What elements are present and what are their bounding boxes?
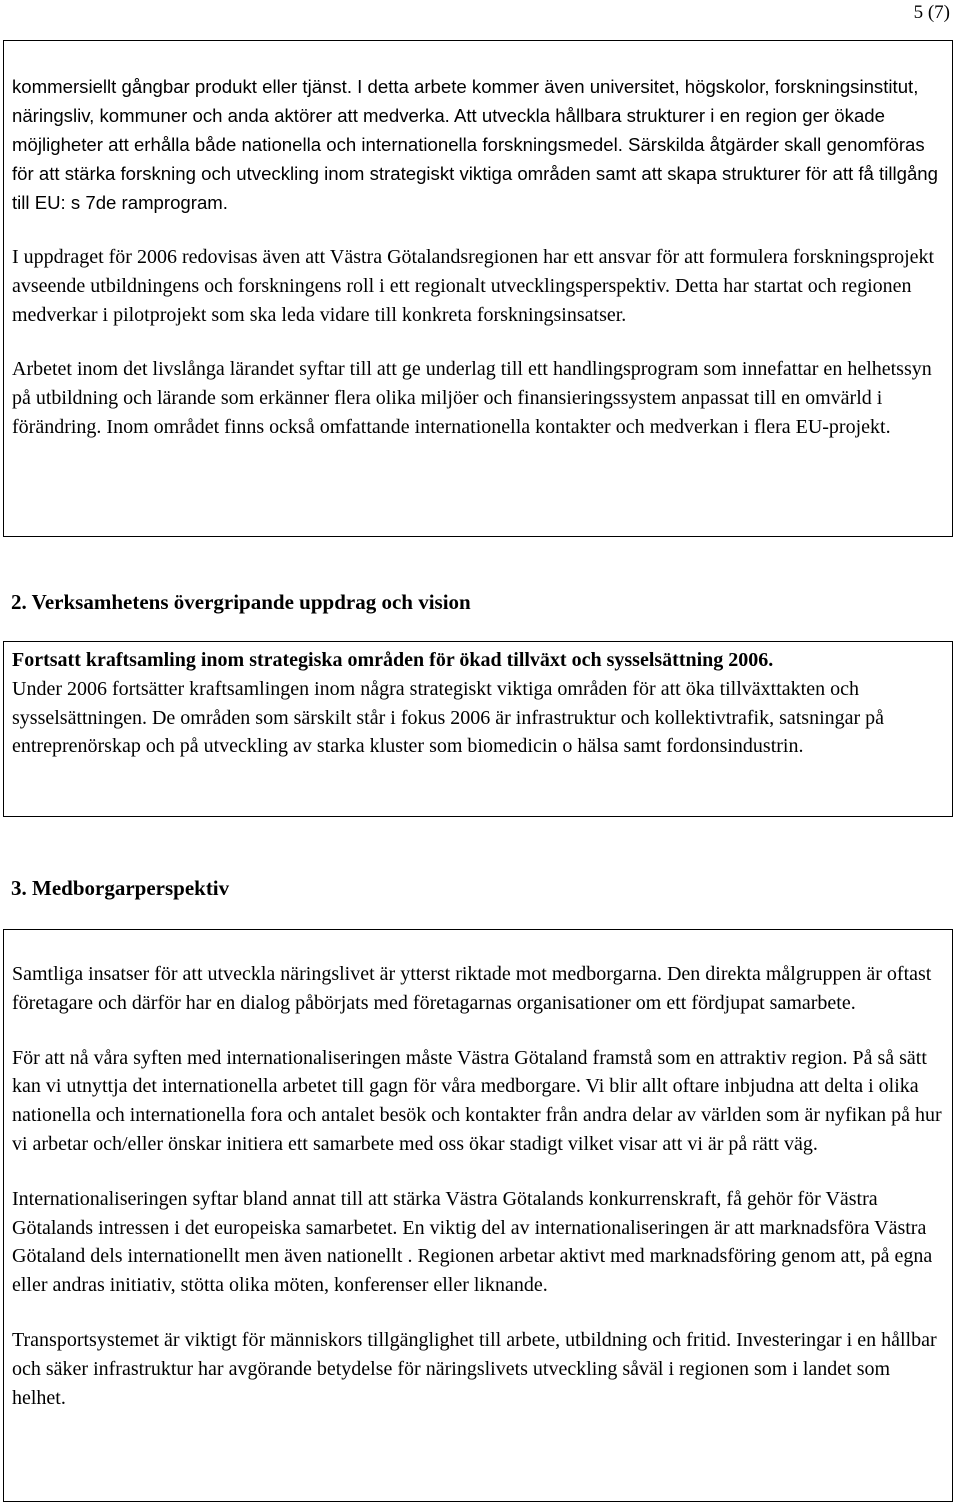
text-box-mission [3, 641, 953, 817]
paragraph-lifelong-learning: Arbetet inom det livslånga lärandet syftar till att ge underlag till ett handlingsprogram som innefattar en helhetssyn på utbildning och lärande som erkänner flera olika miljöer och finansieringssystem anpassat till en omvärld i förändring. Inom området finns också omfattande internationella kontakter och medverkan i flera EU-projekt. [12, 358, 932, 438]
paragraph-kraftsamling: Under 2006 fortsätter kraftsamlingen inom några strategiskt viktiga områden för att öka tillväxttakten och sysselsättningen. De områden som särskilt står i fokus 2006 är infrastruktur och kollektivtrafik, satsningar på entreprenörskap och på utveckling av starka kluster som biomedicin o hälsa samt fordonsindustrin. [12, 677, 885, 758]
section-heading-2: 2. Verksamhetens övergripande uppdrag och vision [11, 590, 471, 614]
text-box-research [3, 40, 953, 537]
paragraph-internationalisation-goals: För att nå våra syften med internationaliseringen måste Västra Götaland framstå som en attraktiv region. På så sätt kan vi utnyttja det internationella arbetet till gagn för våra medborgare. Vi blir allt oftare inbjudna att delta i olika nationella och internationella fora och antalet besök och kontakter från andra delar av världen som är nyfikan på hur vi arbetar och/eller önskar initiera ett samarbete med oss ökar stadigt vilket visar att vi är på rätt väg. [12, 1046, 942, 1155]
page-number: 5 (7) [913, 2, 950, 23]
paragraph-assignment-2006: I uppdraget för 2006 redovisas även att Västra Götalandsregionen har ett ansvar för att formulera forskningsprojekt avseende utbildningens och forskningens roll i ett regionalt utvecklingsperspektiv. Detta har startat och regionen medverkar i pilotprojekt som ska leda vidare till konkreta forskningsinsatser. [12, 246, 935, 326]
text-box-citizen [3, 929, 953, 1502]
paragraph-citizens: Samtliga insatser för att utveckla näringslivet är ytterst riktade mot medborgarna. Den direkta målgruppen är oftast företagare och därför har en dialog påbörjats med företagarnas organisationer om ett fördjupat samarbete. [12, 963, 932, 1014]
paragraph-transport: Transportsystemet är viktigt för människors tillgänglighet till arbete, utbildning och fritid. Investeringar i en hållbar och säker infrastruktur har avgörande betydelse för näringslivets utveckling såväl i regionen som i landet som helhet. [12, 1328, 937, 1409]
subheading-kraftsamling: Fortsatt kraftsamling inom strategiska områden för ökad tillväxt och sysselsättning 2006. [12, 649, 774, 671]
paragraph-competitiveness: Internationaliseringen syftar bland annat till att stärka Västra Götalands konkurrenskraft, få gehör för Västra Götalands intressen i det europeiska samarbetet. En viktig del av internationaliseringen är att marknadsföra Västra Götaland dels internationellt men även nationellt . Regionen arbetar aktivt med marknadsföring genom att, på egna eller andras initiativ, stötta olika möten, konferenser eller liknande. [12, 1187, 933, 1297]
paragraph-research-structures: kommersiellt gångbar produkt eller tjänst. I detta arbete kommer även universitet, högskolor, forskningsinstitut, näringsliv, kommuner och anda aktörer att medverka. Att utveckla hållbara strukturer i en region ger ökade möjligheter att erhålla både nationella och internationella forskningsmedel. Särskilda åtgärder skall genomföras för att stärka forskning och utveckling inom strategiskt viktiga områden samt att skapa strukturer för att få tillgång till EU: s 7de ramprogram. [12, 76, 938, 213]
section-heading-3: 3. Medborgarperspektiv [11, 876, 230, 900]
